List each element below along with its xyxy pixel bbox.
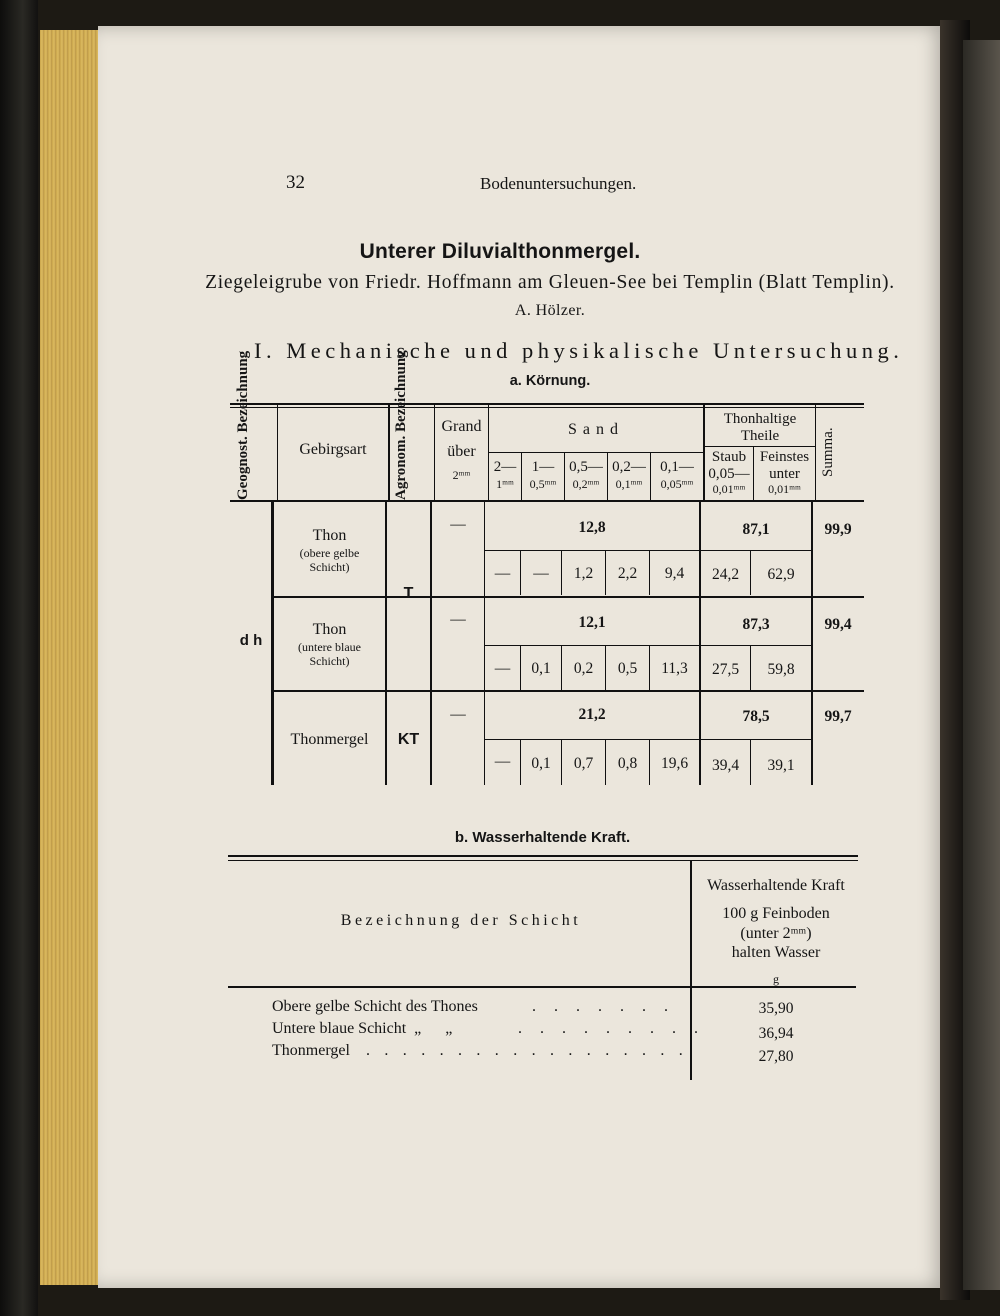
row-separator — [274, 596, 864, 598]
running-title: Bodenuntersuchungen. — [480, 174, 637, 193]
body-divider — [699, 501, 701, 785]
col-feinstes-header: Feinstes — [759, 449, 810, 465]
table-top-rule — [228, 855, 858, 857]
sand-fraction-2: — — [533, 565, 549, 582]
thon-total: 87,1 — [742, 521, 770, 538]
leader-dots: . . . . . . . . . — [518, 1020, 705, 1037]
table-top-rule-thin — [230, 407, 864, 408]
summa-value: 99,4 — [824, 616, 852, 633]
col-layer-header: Bezeichnung der Schicht — [340, 912, 582, 929]
section-heading: I. Mechanische und physikalische Untersuchung. — [254, 338, 904, 363]
col-feinstes-unit: 0,01ᵐᵐ — [768, 482, 801, 496]
leader-dots: . . . . . . . — [532, 998, 675, 1015]
col-staub-range: 0,05— — [708, 466, 750, 482]
water-value: 36,94 — [758, 1025, 794, 1042]
book-binding — [0, 0, 38, 1316]
sand-fraction-5: 19,6 — [660, 755, 689, 772]
body-divider — [484, 501, 485, 785]
thon-total: 78,5 — [742, 708, 770, 725]
table-b-heading: b. Wasserhaltende Kraft. — [454, 829, 631, 846]
col-sand-2-header: 1— — [531, 459, 555, 475]
table-a-heading: a. Körnung. — [509, 373, 591, 389]
sand-total: 21,2 — [578, 706, 606, 723]
column-divider — [690, 861, 692, 1080]
sand-fraction-4: 0,8 — [617, 755, 638, 772]
subrow-rule — [485, 645, 811, 646]
col-sand-5-unit: 0,05ᵐᵐ — [660, 477, 694, 491]
col-water-header-2: 100 g Feinboden — [722, 905, 830, 922]
page-number: 32 — [286, 172, 305, 193]
col-sand-1-unit: 1ᵐᵐ — [496, 477, 514, 491]
col-water-header-3: (unter 2ᵐᵐ) — [740, 925, 812, 942]
col-grand-header-1: Grand — [441, 418, 482, 435]
col-gebirgsart-header: Gebirgsart — [299, 441, 367, 458]
row-note: (untere blaue — [298, 640, 361, 654]
layer-label: Obere gelbe Schicht des Thones — [272, 998, 478, 1015]
col-water-unit: g — [773, 972, 779, 986]
col-water-header-1: Wasserhaltende Kraft — [707, 877, 845, 894]
geognost-value: d h — [239, 632, 263, 649]
staub-value: 27,5 — [711, 661, 740, 678]
col-staub-header: Staub — [711, 449, 747, 465]
col-geognost-header: Geognost. Bezeichnung — [235, 350, 251, 500]
summa-value: 99,7 — [824, 708, 852, 725]
col-summa-header: Summa. — [820, 427, 836, 477]
grand-value: — — [450, 611, 466, 628]
layer-label: Thonmergel — [272, 1042, 350, 1059]
sand-fraction-1: — — [494, 753, 511, 770]
col-thon-header-2: Theile — [740, 428, 780, 444]
col-staub-unit: 0,01ᵐᵐ — [712, 482, 746, 496]
col-feinstes-range: unter — [769, 466, 800, 482]
staub-value: 24,2 — [711, 566, 740, 583]
agronom-value-t: T — [403, 585, 414, 602]
col-sand-4-unit: 0,1ᵐᵐ — [615, 477, 643, 491]
page-title: Unterer Diluvialthonmergel. — [359, 240, 641, 263]
row-note: Schicht) — [309, 560, 350, 574]
facing-page-edge — [963, 40, 1000, 1290]
sand-fraction-1: — — [494, 565, 511, 582]
leader-dots: . . . . . . . . . . . . . . . . . . — [366, 1042, 688, 1059]
body-divider — [811, 501, 813, 785]
thon-total: 87,3 — [742, 616, 770, 633]
col-sand-3-header: 0,5— — [569, 459, 603, 475]
row-name: Thon — [312, 527, 347, 544]
col-water-header-4: halten Wasser — [731, 944, 821, 961]
header-bottom-rule — [230, 500, 864, 502]
col-sand-5-header: 0,1— — [660, 459, 694, 475]
sand-fraction-5: 11,3 — [661, 660, 688, 677]
agronom-value-kt: KT — [397, 731, 420, 748]
col-sand-header: Sand — [568, 421, 624, 438]
sand-fraction-3: 0,2 — [573, 660, 594, 677]
subrow-rule — [485, 739, 811, 740]
water-value: 35,90 — [758, 1000, 794, 1017]
col-grand-header-3: 2ᵐᵐ — [452, 468, 471, 482]
row-name: Thon — [312, 621, 347, 638]
col-sand-3-unit: 0,2ᵐᵐ — [572, 477, 600, 491]
row-name: Thonmergel — [290, 731, 369, 748]
author: A. Hölzer. — [514, 302, 586, 319]
water-value: 27,80 — [758, 1048, 794, 1065]
col-sand-4-header: 0,2— — [612, 459, 646, 475]
feinstes-value: 39,1 — [767, 757, 795, 774]
table-top-rule-thin — [228, 860, 858, 861]
book-page — [98, 26, 946, 1288]
sand-total: 12,1 — [578, 614, 606, 631]
grand-value: — — [450, 706, 466, 723]
sand-fraction-2: 0,1 — [531, 755, 551, 772]
col-agronom-header: Agronom. Bezeichnung — [393, 350, 409, 500]
sand-fraction-1: — — [494, 660, 511, 677]
header-divider — [388, 404, 390, 500]
summa-value: 99,9 — [824, 521, 852, 538]
header-divider — [815, 404, 816, 500]
row-note: Schicht) — [309, 654, 350, 668]
sand-fraction-5: 9,4 — [664, 565, 685, 582]
feinstes-value: 59,8 — [767, 661, 795, 678]
page-edges — [40, 30, 100, 1285]
sand-total: 12,8 — [578, 519, 606, 536]
col-sand-1-header: 2— — [493, 459, 517, 475]
subrow-rule — [485, 550, 811, 551]
sand-fraction-4: 0,5 — [617, 660, 638, 677]
sand-fraction-3: 0,7 — [573, 755, 594, 772]
grand-value: — — [450, 516, 466, 533]
body-divider — [430, 501, 432, 785]
col-grand-header-2: über — [447, 443, 476, 460]
page-subtitle: Ziegeleigrube von Friedr. Hoffmann am Gleuen-See bei Templin (Blatt Templin). — [205, 272, 895, 293]
feinstes-value: 62,9 — [767, 566, 795, 583]
sand-fraction-2: 0,1 — [531, 660, 551, 677]
layer-label: Untere blaue Schicht „ „ — [272, 1020, 453, 1037]
staub-value: 39,4 — [711, 757, 740, 774]
col-sand-2-unit: 0,5ᵐᵐ — [529, 477, 557, 491]
col-thon-header-1: Thonhaltige — [723, 411, 797, 427]
thon-subheader-rule — [703, 446, 816, 447]
sand-fraction-3: 1,2 — [573, 565, 594, 582]
row-note: (obere gelbe — [299, 546, 360, 560]
row-separator — [274, 690, 864, 692]
table-top-rule — [230, 403, 864, 405]
sand-fraction-4: 2,2 — [617, 565, 638, 582]
